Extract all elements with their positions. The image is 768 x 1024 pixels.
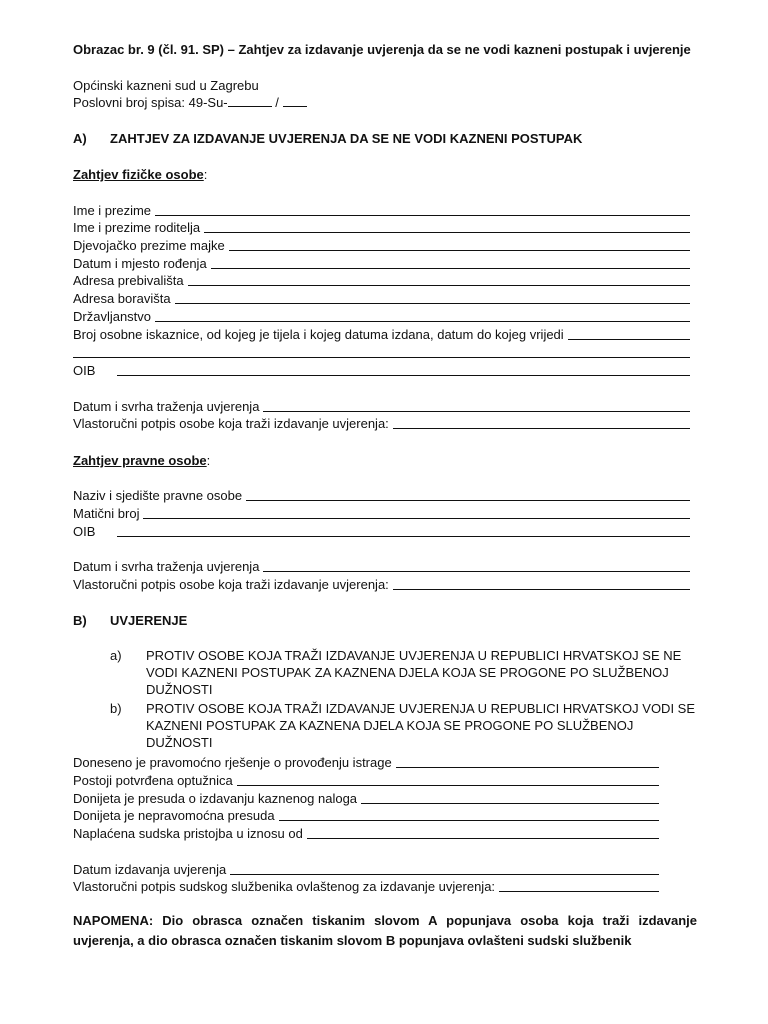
field-line[interactable] (263, 558, 690, 572)
court-name: Općinski kazneni sud u Zagrebu (73, 78, 259, 93)
field-label: Datum i svrha traženja uvjerenja (73, 399, 260, 414)
field-line[interactable] (499, 878, 659, 892)
field-line[interactable] (155, 308, 690, 322)
case-number-separator: / (275, 95, 279, 110)
field-label: Naziv i sjedište pravne osobe (73, 488, 243, 503)
field-label: Broj osobne iskaznice, od kojeg je tijela i kojeg datuma izdana, datum do kojeg vrijedi (73, 327, 564, 342)
option-text: PROTIV OSOBE KOJA TRAŽI IZDAVANJE UVJERENJA U REPUBLICI HRVATSKOJ SE NE VODI KAZNENI POSTUPAK ZA KAZNENA DJELA KOJA SE PROGONE PO SLUŽBENOJ DUŽNOSTI (146, 648, 682, 697)
field-line[interactable] (175, 290, 690, 304)
field-legal-name-seat (73, 487, 690, 504)
field-label: Ime i prezime (73, 203, 152, 218)
field-line[interactable] (246, 487, 690, 501)
field-label: Doneseno je pravomoćno rješenje o provođenju istrage (73, 755, 392, 770)
field-id-card (73, 326, 690, 343)
note-label: NAPOMENA: (73, 913, 154, 928)
field-label: Postoji potvrđena optužnica (73, 773, 233, 788)
field-line[interactable] (393, 576, 690, 590)
field-line[interactable] (263, 398, 690, 412)
field-line[interactable] (396, 754, 659, 768)
certificate-option-a[interactable] (110, 647, 696, 698)
field-line[interactable] (204, 219, 690, 233)
field-non-final-verdict (73, 807, 659, 824)
field-line[interactable] (393, 415, 690, 429)
field-line[interactable] (229, 237, 690, 251)
field-temporary-address (73, 290, 690, 307)
field-line[interactable] (568, 326, 690, 340)
field-label: Datum i svrha traženja uvjerenja (73, 559, 260, 574)
field-line[interactable] (279, 807, 659, 821)
option-text: PROTIV OSOBE KOJA TRAŽI IZDAVANJE UVJERENJA U REPUBLICI HRVATSKOJ VODI SE KAZNENI POSTUPAK ZA KAZNENA DJELA KOJA SE PROGONE PO SLUŽBENOJ DUŽNOSTI (146, 701, 696, 750)
case-number-label: Poslovni broj spisa: 49-Su- (73, 95, 228, 110)
option-label: a) (110, 648, 122, 663)
field-signature (73, 415, 690, 432)
option-label: b) (110, 701, 122, 716)
natural-person-heading-text: Zahtjev fizičke osobe (73, 167, 204, 182)
field-line[interactable] (143, 505, 690, 519)
field-indictment (73, 772, 659, 789)
field-label: Vlastoručni potpis sudskog službenika ovlaštenog za izdavanje uvjerenja: (73, 879, 496, 894)
section-b-letter: B) (73, 613, 87, 628)
field-line[interactable] (230, 861, 659, 875)
field-penal-order (73, 790, 659, 807)
case-number (73, 94, 307, 111)
field-id-card-continuation-line[interactable] (73, 357, 690, 358)
field-court-fee (73, 825, 659, 842)
field-label: Adresa prebivališta (73, 273, 184, 288)
field-label: Djevojačko prezime majke (73, 238, 225, 253)
field-label: Državljanstvo (73, 309, 152, 324)
field-label: Vlastoručni potpis osobe koja traži izdavanje uvjerenja: (73, 416, 389, 431)
certificate-option-b[interactable] (110, 700, 696, 751)
note-paragraph (73, 911, 697, 951)
field-line[interactable] (211, 255, 690, 269)
section-a-letter: A) (73, 131, 87, 146)
field-issue-date (73, 861, 659, 878)
field-citizenship (73, 308, 690, 325)
field-label: OIB (73, 363, 96, 378)
field-parent-name (73, 219, 690, 236)
field-line[interactable] (237, 772, 659, 786)
section-a-title: ZAHTJEV ZA IZDAVANJE UVJERENJA DA SE NE VODI KAZNENI POSTUPAK (110, 131, 583, 146)
field-purpose (73, 398, 690, 415)
field-mother-maiden-name (73, 237, 690, 254)
field-label: Donijeta je presuda o izdavanju kaznenog naloga (73, 791, 358, 806)
field-label: OIB (73, 524, 96, 539)
field-label: Vlastoručni potpis osobe koja traži izdavanje uvjerenja: (73, 577, 389, 592)
natural-person-heading (73, 166, 207, 183)
field-legal-signature (73, 576, 690, 593)
field-legal-oib (73, 523, 690, 540)
field-label: Matični broj (73, 506, 140, 521)
field-line[interactable] (117, 362, 690, 376)
section-b-title: UVJERENJE (110, 613, 188, 628)
field-line[interactable] (117, 523, 690, 537)
field-investigation-ruling (73, 754, 659, 771)
field-label: Donijeta je nepravomoćna presuda (73, 808, 275, 823)
field-label: Adresa boravišta (73, 291, 171, 306)
field-line[interactable] (188, 272, 690, 286)
section-a-heading (73, 130, 582, 147)
field-line[interactable] (155, 202, 690, 216)
legal-person-heading-text: Zahtjev pravne osobe (73, 453, 207, 468)
field-label: Datum i mjesto rođenja (73, 256, 207, 271)
field-line[interactable] (307, 825, 659, 839)
field-label: Datum izdavanja uvjerenja (73, 862, 227, 877)
field-birth-date-place (73, 255, 690, 272)
field-full-name (73, 202, 690, 219)
field-legal-purpose (73, 558, 690, 575)
heading-colon: : (206, 453, 211, 468)
field-permanent-address (73, 272, 690, 289)
section-b-heading (73, 612, 187, 629)
field-label: Ime i prezime roditelja (73, 220, 201, 235)
heading-colon: : (203, 167, 208, 182)
form-title: Obrazac br. 9 (čl. 91. SP) – Zahtjev za izdavanje uvjerenja da se ne vodi kazneni postupak i uvjerenje (73, 42, 691, 57)
field-line[interactable] (361, 790, 659, 804)
case-number-blank-1[interactable] (228, 94, 272, 107)
field-oib (73, 362, 690, 379)
legal-person-heading (73, 452, 210, 469)
field-official-signature (73, 878, 659, 895)
case-number-blank-2[interactable] (283, 94, 307, 107)
field-registration-number (73, 505, 690, 522)
note-text: Dio obrasca označen tiskanim slovom A popunjava osoba koja traži izdavanje uvjerenja, a dio obrasca označen tiskanim slovom B popunjava ovlašteni sudski službenik (73, 913, 697, 948)
field-label: Naplaćena sudska pristojba u iznosu od (73, 826, 303, 841)
